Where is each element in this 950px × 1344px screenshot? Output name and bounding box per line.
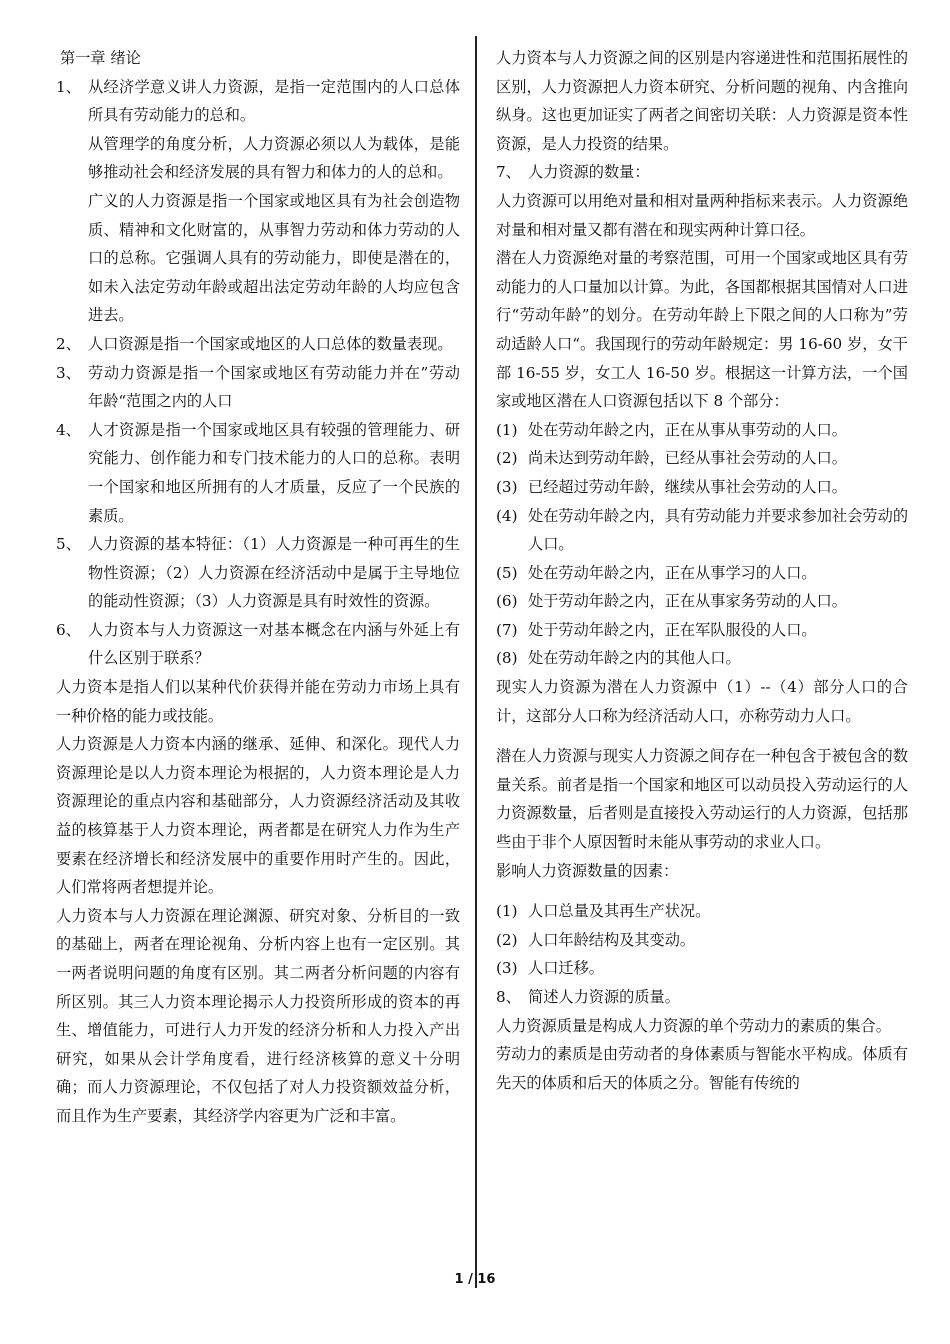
paragraph: 劳动力的素质是由劳动者的身体素质与智能水平构成。体质有先天的体质和后天的体质之分。智能有传统的 (496, 1045, 908, 1092)
left-column (56, 44, 460, 1131)
factor-number: (3) (496, 959, 518, 978)
factor-text: 人口年龄结构及其变动。 (528, 930, 696, 949)
paragraph: 人力资源质量是构成人力资源的单个劳动力的素质的集合。 (496, 1016, 891, 1035)
factor-number: (2) (496, 930, 518, 949)
part-number: (6) (496, 592, 518, 611)
part-number: (5) (496, 563, 518, 582)
paragraph: 人力资本与人力资源在理论渊源、研究对象、分析目的一致的基础上，两者在理论视角、分析内容上也有一定区别。其一两者说明问题的角度有区别。其二两者分析问题的内容有所区别。其三人力资本理论揭示人力投资所形成的资本的再生、增值能力，可进行人力开发的经济分析和人力投入产出研究，如果从会计学角度看，进行经济核算的意义十分明确；而人力资源理论，不仅包括了对人力投资额效益分析，而且作为生产要素，其经济学内容更为广泛和丰富。 (56, 906, 460, 1125)
list-item-5 (56, 530, 460, 616)
paragraph: 人力资本是指人们以某种代价获得并能在劳动力市场上具有一种价格的能力或技能。 (56, 678, 460, 725)
part-item (496, 473, 908, 502)
part-text: 处在劳动年龄之内，具有劳动能力并要求参加社会劳动的人口。 (528, 506, 908, 554)
paragraph: 现实人力资源为潜在人力资源中（1）--（4）部分人口的合计，这部分人口称为经济活动人口，亦称劳动力人口。 (496, 678, 908, 725)
part-item (496, 444, 908, 473)
part-text: 处于劳动年龄之内，正在军队服役的人口。 (528, 620, 817, 639)
paragraph: 潜在人力资源绝对量的考察范围，可用一个国家或地区具有劳动能力的人口量加以计算。为此，各国都根据其国情对人口进行“劳动年龄”的划分。在劳动年龄上下限之间的人口称为”劳动适龄人口“。我国现行的劳动年龄规定：男 16-60 岁，女干部 16-55 岁，女工人 16-50 岁。根据这一计算方法，一个国家或地区潜在人口资源包括以下 8 个部分： (496, 249, 908, 411)
item-text: 人才资源是指一个国家或地区具有较强的管理能力、研究能力、创作能力和专门技术能力的人口的总称。表明一个国家和地区所拥有的人才质量，反应了一个民族的素质。 (88, 420, 460, 525)
chapter-title: 第一章 绪论 (60, 49, 141, 67)
item-number: 5、 (56, 535, 81, 554)
list-item-3 (56, 359, 460, 416)
part-text: 处在劳动年龄之内，正在从事从事劳动的人口。 (528, 420, 847, 439)
item-text: 人力资源的基本特征：（1）人力资源是一种可再生的生物性资源；（2）人力资源在经济活动中是属于主导地位的能动性资源；（3）人力资源是具有时效性的资源。 (88, 535, 460, 611)
item-number: 3、 (56, 363, 81, 382)
item-text: 劳动力资源是指一个国家或地区有劳动能力并在”劳动年龄“范围之内的人口 (88, 363, 460, 411)
column-divider (475, 36, 477, 1288)
right-column (496, 44, 908, 1097)
part-text: 已经超过劳动年龄，继续从事社会劳动的人口。 (528, 477, 847, 496)
part-number: (3) (496, 477, 518, 496)
list-item-2 (56, 330, 460, 359)
item-text: 简述人力资源的质量。 (528, 988, 680, 1006)
part-text: 尚未达到劳动年龄，已经从事社会劳动的人口。 (528, 449, 847, 468)
item-number: 6、 (56, 620, 81, 639)
list-item-1 (56, 73, 460, 130)
paragraph: 从管理学的角度分析，人力资源必须以人为载体，是能够推动社会和经济发展的具有智力和体力的人的总和。 (88, 134, 460, 182)
list-item-8 (496, 983, 908, 1012)
page-number: 1 / 16 (454, 1272, 496, 1287)
factor-number: (1) (496, 902, 518, 921)
paragraph: 人力资源可以用绝对量和相对量两种指标来表示。人力资源绝对量和相对量又都有潜在和现实两种计算口径。 (496, 191, 908, 239)
part-item (496, 644, 908, 673)
part-item (496, 616, 908, 645)
factor-item (496, 954, 908, 983)
part-number: (1) (496, 420, 518, 439)
part-text: 处在劳动年龄之内的其他人口。 (528, 649, 741, 668)
item-text: 人口资源是指一个国家或地区的人口总体的数量表现。 (88, 334, 453, 353)
part-number: (4) (496, 506, 518, 525)
part-number: (2) (496, 449, 518, 468)
item-number: 8、 (496, 988, 521, 1006)
part-item (496, 416, 908, 445)
list-item-4 (56, 416, 460, 530)
factor-item (496, 926, 908, 955)
part-item (496, 559, 908, 588)
paragraph: 人力资本与人力资源之间的区别是内容递进性和范围拓展性的区别，人力资源把人力资本研究、分析问题的视角、内含推向纵身。这也更加证实了两者之间密切关联：人力资源是资本性资源，是人力投资的结果。 (496, 49, 908, 153)
item-number: 7、 (496, 163, 521, 182)
factor-text: 人口迁移。 (528, 959, 604, 978)
paragraph: 潜在人力资源与现实人力资源之间存在一种包含于被包含的数量关系。前者是指一个国家和地区可以动员投入劳动运行的人力资源数量，后者则是直接投入劳动运行的人力资源，包括那些由于非个人原因暂时未能从事劳动的求业人口。 (496, 747, 908, 852)
list-item-6 (56, 616, 460, 673)
item-text: 从经济学意义讲人力资源，是指一定范围内的人口总体所具有劳动能力的总和。 (88, 77, 460, 125)
part-text: 处在劳动年龄之内，正在从事学习的人口。 (528, 563, 817, 582)
part-text: 处于劳动年龄之内，正在从事家务劳动的人口。 (528, 592, 847, 611)
part-item (496, 587, 908, 616)
paragraph: 广义的人力资源是指一个国家或地区具有为社会创造物质、精神和文化财富的，从事智力劳动和体力劳动的人口的总称。它强调人具有的劳动能力，即使是潜在的，如未入法定劳动年龄或超出法定劳动年龄的人均应包含进去。 (88, 191, 460, 325)
item-number: 2、 (56, 334, 81, 353)
part-number: (8) (496, 649, 518, 668)
factor-item (496, 897, 908, 926)
paragraph: 人力资源是人力资本内涵的继承、延伸、和深化。现代人力资源理论是以人力资本理论为根据的，人力资本理论是人力资源理论的重点内容和基础部分，人力资源经济活动及其收益的核算基于人力资本理论，两者都是在研究人力作为生产要素在经济增长和经济发展中的重要作用时产生的。因此，人们常将两者想提并论。 (56, 735, 460, 897)
item-number: 4、 (56, 420, 81, 439)
paragraph: 影响人力资源数量的因素： (496, 861, 679, 880)
list-item-7 (496, 158, 908, 187)
part-item (496, 502, 908, 559)
part-number: (7) (496, 620, 518, 639)
factor-text: 人口总量及其再生产状况。 (528, 902, 711, 921)
item-text: 人力资源的数量： (528, 163, 650, 182)
item-number: 1、 (56, 77, 81, 96)
item-text: 人力资本与人力资源这一对基本概念在内涵与外延上有什么区别于联系？ (88, 620, 460, 668)
